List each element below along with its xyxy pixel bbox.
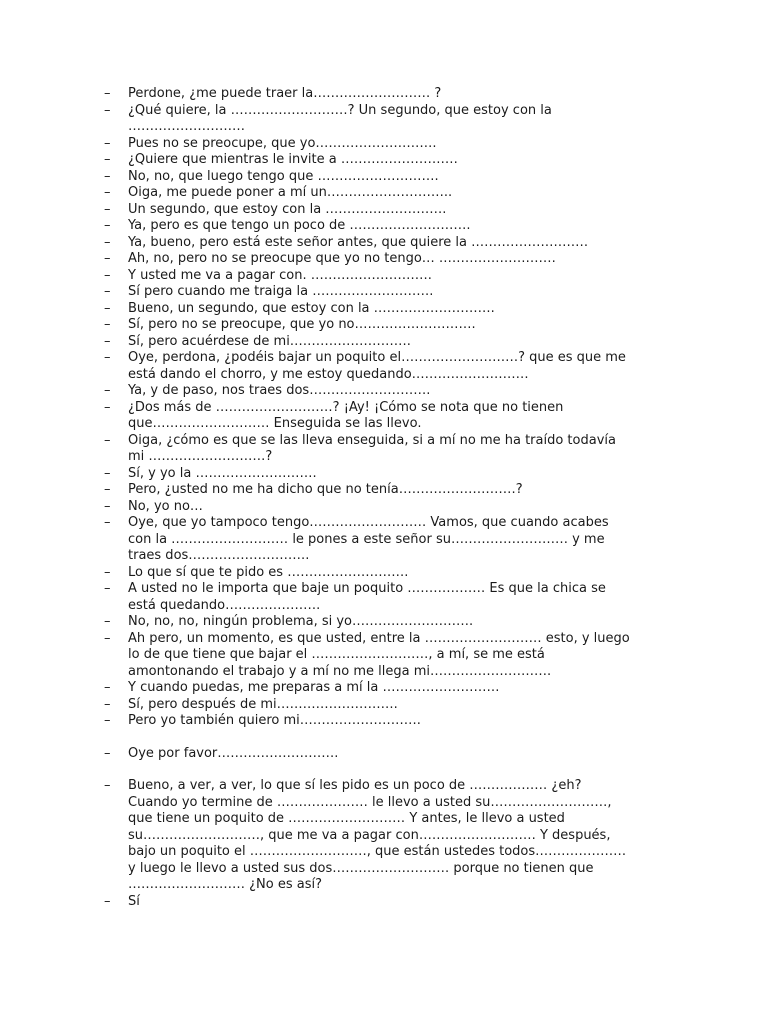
- dialogue-line-continuation: [0, 367, 680, 384]
- dash-bullet: –: [104, 482, 111, 497]
- dialogue-line: [0, 680, 680, 697]
- dialogue-line: [0, 515, 680, 532]
- dialogue-text: Pues no se preocupe, que yo……………………….: [128, 135, 437, 151]
- dialogue-line: [0, 350, 680, 367]
- dialogue-line-continuation: [0, 532, 680, 549]
- dash-bullet: –: [104, 185, 111, 200]
- dialogue-line: [0, 746, 680, 763]
- dialogue-line: [0, 136, 680, 153]
- dialogue-line: [0, 152, 680, 169]
- dialogue-line-continuation: [0, 811, 680, 828]
- dialogue-line-continuation: [0, 861, 680, 878]
- dialogue-text: Sí pero cuando me traiga la ……………………….: [128, 284, 434, 299]
- dash-bullet: –: [104, 778, 111, 793]
- dialogue-line: [0, 631, 680, 648]
- dash-bullet: –: [104, 498, 111, 514]
- dialogue-line-continuation: [0, 416, 680, 433]
- dash-bullet: –: [104, 581, 111, 596]
- dialogue-line: [0, 185, 680, 202]
- dialogue-text: Sí, pero después de mi……………………….: [128, 696, 398, 712]
- dialogue-text: Ah, no, pero no se preocupe que yo no tengo… ………………………: [128, 251, 556, 266]
- dialogue-text: con la ……………………… le pones a este señor su……………………… y me: [128, 531, 605, 547]
- dialogue-text: Sí: [128, 893, 140, 909]
- dash-bullet: –: [104, 713, 111, 728]
- dialogue-line: [0, 317, 680, 334]
- dialogue-line: [0, 433, 680, 450]
- dialogue-text: está dando el chorro, y me estoy quedando………………………: [128, 366, 529, 382]
- dash-bullet: –: [104, 465, 111, 481]
- dialogue-line: [0, 400, 680, 417]
- dialogue-text: traes dos……………………….: [128, 548, 310, 563]
- dialogue-text: Y usted me va a pagar con. ……………………….: [128, 267, 432, 283]
- dialogue-text: Ya, y de paso, nos traes dos……………………….: [128, 383, 431, 398]
- dialogue-line: [0, 235, 680, 252]
- dialogue-text: que tiene un poquito de ……………………… Y antes, le llevo a usted: [128, 811, 565, 826]
- dash-bullet: –: [104, 614, 111, 629]
- dialogue-line-continuation: [0, 598, 680, 615]
- dialogue-line-continuation: [0, 828, 680, 845]
- dash-bullet: –: [104, 350, 111, 365]
- dialogue-text: Sí, pero acuérdese de mi……………………….: [128, 333, 411, 349]
- dialogue-line-continuation: [0, 795, 680, 812]
- dialogue-text: está quedando………………….: [128, 597, 321, 613]
- dialogue-text: y luego le llevo a usted sus dos……………………… porque no tienen que: [128, 860, 594, 876]
- paragraph-gap: [0, 730, 768, 746]
- dialogue-line: [0, 103, 680, 120]
- dialogue-line-continuation: [0, 664, 680, 681]
- dash-bullet: –: [104, 564, 111, 580]
- dialogue-line: [0, 334, 680, 351]
- dialogue-text: Perdone, ¿me puede traer la……………………… ?: [128, 86, 442, 101]
- dialogue-text: ……………………… ¿No es así?: [128, 877, 322, 892]
- dialogue-text: bajo un poquito el ………………………, que están ustedes todos…………………: [128, 844, 627, 859]
- dash-bullet: –: [104, 251, 111, 266]
- dialogue-text: Oye por favor……………………….: [128, 745, 339, 761]
- dash-bullet: –: [104, 218, 111, 233]
- dialogue-text: Ya, bueno, pero está este señor antes, que quiere la ………………………: [128, 234, 589, 250]
- dialogue-text: que……………………… Enseguida se las llevo.: [128, 416, 422, 431]
- dialogue-text: Sí, pero no se preocupe, que yo no……………………….: [128, 317, 476, 332]
- dash-bullet: –: [104, 168, 111, 184]
- dialogue-text: No, no, no, ningún problema, si yo……………………….: [128, 614, 474, 629]
- dialogue-line-continuation: [0, 877, 680, 894]
- dash-bullet: –: [104, 300, 111, 316]
- dash-bullet: –: [104, 432, 111, 448]
- dialogue-text: ¿Dos más de ………………………? ¡Ay! ¡Cómo se nota que no tienen: [128, 399, 564, 415]
- dialogue-line: [0, 499, 680, 516]
- dash-bullet: –: [104, 515, 111, 530]
- dialogue-text: Ah pero, un momento, es que usted, entre la ……………………… esto, y luego: [128, 630, 630, 646]
- dialogue-line-continuation: [0, 119, 680, 136]
- dialogue-text: No, no, que luego tengo que ……………………….: [128, 168, 439, 184]
- dialogue-line-continuation: [0, 647, 680, 664]
- dash-bullet: –: [104, 630, 111, 646]
- dash-bullet: –: [104, 201, 111, 217]
- dialogue-line: [0, 581, 680, 598]
- dash-bullet: –: [104, 86, 111, 101]
- dialogue-line: [0, 169, 680, 186]
- dialogue-text: Bueno, un segundo, que estoy con la ……………………….: [128, 300, 495, 316]
- dash-bullet: –: [104, 135, 111, 151]
- dialogue-line-continuation: [0, 449, 680, 466]
- dash-bullet: –: [104, 152, 111, 167]
- dialogue-line: [0, 301, 680, 318]
- dialogue-line: [0, 268, 680, 285]
- dialogue-line: [0, 202, 680, 219]
- dash-bullet: –: [104, 234, 111, 250]
- dialogue-text: Y cuando puedas, me preparas a mí la ………………………: [128, 680, 500, 695]
- dialogue-text: ¿Quiere que mientras le invite a ………………………: [128, 152, 458, 167]
- dialogue-line-continuation: [0, 548, 680, 565]
- dash-bullet: –: [104, 333, 111, 349]
- dialogue-line-continuation: [0, 844, 680, 861]
- dialogue-line: [0, 565, 680, 582]
- dialogue-text: Oye, perdona, ¿podéis bajar un poquito el………………………? que es que me: [128, 350, 626, 365]
- dialogue-line: [0, 482, 680, 499]
- dialogue-line: [0, 778, 680, 795]
- dialogue-text: Bueno, a ver, a ver, lo que sí les pido es un poco de ……………… ¿eh?: [128, 778, 582, 793]
- dialogue-line: [0, 466, 680, 483]
- dialogue-line: [0, 614, 680, 631]
- dialogue-text: amontonando el trabajo y a mí no me llega mi……………………….: [128, 663, 552, 679]
- dash-bullet: –: [104, 893, 111, 909]
- dialogue-line: [0, 251, 680, 268]
- dialogue-text: Cuando yo termine de ………………… le llevo a usted su………………………,: [128, 794, 612, 810]
- dialogue-text: Oye, que yo tampoco tengo……………………… Vamos, que cuando acabes: [128, 515, 609, 530]
- dialogue-text: Pero, ¿usted no me ha dicho que no tenía………………………?: [128, 482, 523, 497]
- dialogue-text: No, yo no…: [128, 498, 203, 514]
- dialogue-text: Pero yo también quiero mi……………………….: [128, 713, 421, 728]
- dialogue-line: [0, 697, 680, 714]
- dialogue-line: [0, 218, 680, 235]
- dialogue-list: [0, 86, 768, 910]
- dialogue-text: ¿Qué quiere, la ………………………? Un segundo, que estoy con la: [128, 102, 552, 118]
- dash-bullet: –: [104, 399, 111, 415]
- dialogue-text: Lo que sí que te pido es ……………………….: [128, 564, 409, 580]
- dialogue-text: su………………………, que me va a pagar con……………………… Y después,: [128, 827, 611, 843]
- dialogue-text: Sí, y yo la ……………………….: [128, 465, 317, 481]
- dash-bullet: –: [104, 383, 111, 398]
- dialogue-line: [0, 894, 680, 911]
- dialogue-line: [0, 713, 680, 730]
- dash-bullet: –: [104, 102, 111, 118]
- dash-bullet: –: [104, 745, 111, 761]
- dash-bullet: –: [104, 680, 111, 695]
- dialogue-text: Oiga, ¿cómo es que se las lleva enseguida, si a mí no me ha traído todavía: [128, 432, 616, 448]
- dialogue-line: [0, 383, 680, 400]
- dialogue-text: Oiga, me puede poner a mí un………………………..: [128, 185, 453, 200]
- dash-bullet: –: [104, 317, 111, 332]
- dash-bullet: –: [104, 696, 111, 712]
- dialogue-line: [0, 86, 680, 103]
- dialogue-text: ………………………: [128, 119, 245, 134]
- paragraph-gap: [0, 762, 768, 778]
- dialogue-line: [0, 284, 680, 301]
- dialogue-text: mi ………………………?: [128, 449, 273, 464]
- dialogue-text: lo de que tiene que bajar el ………………………, a mí, se me está: [128, 647, 545, 662]
- dialogue-text: Un segundo, que estoy con la ……………………….: [128, 201, 447, 217]
- dash-bullet: –: [104, 284, 111, 299]
- dialogue-text: A usted no le importa que baje un poquito ……………… Es que la chica se: [128, 581, 606, 596]
- dash-bullet: –: [104, 267, 111, 283]
- dialogue-text: Ya, pero es que tengo un poco de ……………………….: [128, 218, 471, 233]
